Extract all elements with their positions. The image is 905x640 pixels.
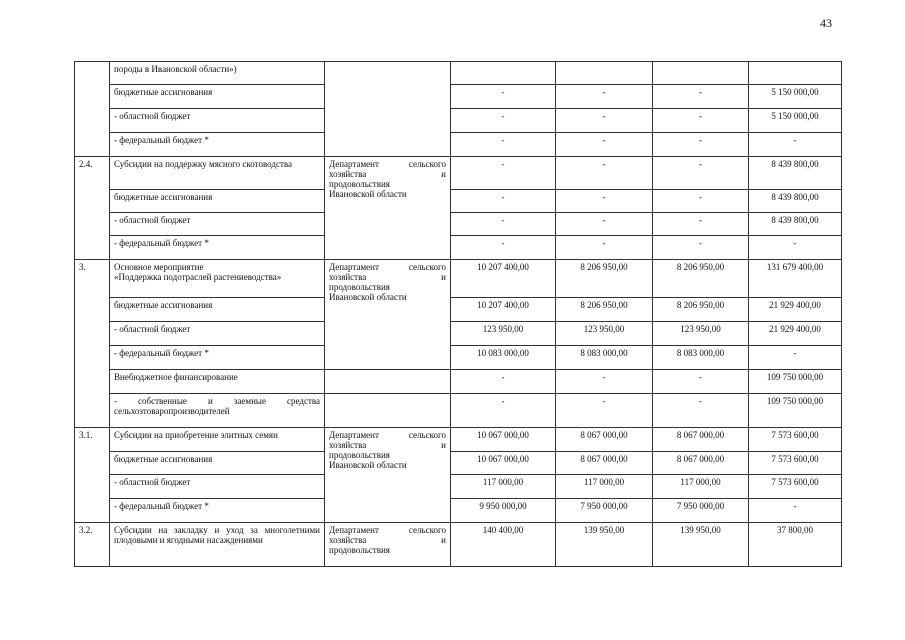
amount-total: - [749,236,842,260]
amount-year2: 139 950,00 [556,523,653,567]
executor-cell [325,157,451,260]
item-name: Субсидии на закладку и уход за многолетними плодовыми и ягодными насаждениями [110,523,325,567]
executor-cell [325,260,451,370]
amount-total: 8 439 800,00 [749,190,842,213]
amount-year1: - [451,190,556,213]
amount-year2: - [556,85,653,109]
item-name: - федеральный бюджет * [110,499,325,523]
amount-year2 [556,62,653,85]
amount-year3: 8 083 000,00 [653,346,749,370]
table-row [75,452,842,475]
executor-cell [325,394,451,428]
amount-year2: 8 206 950,00 [556,298,653,322]
item-name: - федеральный бюджет * [110,236,325,260]
amount-total: - [749,499,842,523]
amount-year1: - [451,213,556,236]
item-code: 3. [75,260,110,428]
page-number: 43 [820,16,832,30]
item-name: породы в Ивановской области») [110,62,325,85]
table-row [75,260,842,298]
amount-year1: 10 207 400,00 [451,260,556,298]
executor-cell [325,523,451,567]
amount-year1: - [451,133,556,157]
item-code: 3.1. [75,428,110,523]
amount-year2: - [556,157,653,190]
amount-year3: - [653,190,749,213]
item-name: - областной бюджет [110,322,325,346]
table-row [75,370,842,394]
amount-total [749,62,842,85]
amount-total: 5 150 000,00 [749,85,842,109]
table-row [75,523,842,567]
executor-cell [325,62,451,157]
executor-line: хозяйства и [329,169,446,179]
executor-line: Ивановской области [329,189,407,199]
amount-total: 8 439 800,00 [749,157,842,190]
item-code: 2.4. [75,157,110,260]
table-row [75,157,842,190]
amount-year3: 117 000,00 [653,475,749,499]
executor-line: продовольствия [329,450,390,460]
table-row [75,213,842,236]
executor-line: Ивановской области [329,460,407,470]
amount-year1: 9 950 000,00 [451,499,556,523]
amount-year3: 8 067 000,00 [653,428,749,452]
executor-line: хозяйства и [329,440,446,450]
amount-year2: 8 206 950,00 [556,260,653,298]
item-name: бюджетные ассигнования [110,298,325,322]
table-row [75,298,842,322]
executor-cell [325,428,451,523]
amount-year2: 8 083 000,00 [556,346,653,370]
amount-year3: 139 950,00 [653,523,749,567]
amount-year2: 117 000,00 [556,475,653,499]
amount-total: 37 800,00 [749,523,842,567]
item-name: - федеральный бюджет * [110,133,325,157]
amount-year3: 8 206 950,00 [653,298,749,322]
executor-line: Департамент сельского [329,525,446,535]
amount-year2: 8 067 000,00 [556,452,653,475]
table-row [75,394,842,428]
item-code: 3.2. [75,523,110,567]
table-row [75,475,842,499]
item-name-line: Основное мероприятие [114,262,204,272]
amount-year3: - [653,157,749,190]
amount-year3: 7 950 000,00 [653,499,749,523]
amount-year3: 123 950,00 [653,322,749,346]
executor-line: Департамент сельского [329,159,446,169]
amount-year3: - [653,370,749,394]
amount-year1: - [451,109,556,133]
amount-year3: 8 206 950,00 [653,260,749,298]
amount-total: 21 929 400,00 [749,298,842,322]
item-name: Субсидии на поддержку мясного скотоводства [110,157,325,190]
amount-year1: - [451,157,556,190]
amount-year2: - [556,133,653,157]
amount-total: 8 439 800,00 [749,213,842,236]
item-name: - областной бюджет [110,213,325,236]
executor-line: хозяйства и [329,272,446,282]
amount-year1: - [451,370,556,394]
amount-year1: 123 950,00 [451,322,556,346]
table-row [75,322,842,346]
executor-line: продовольствия [329,282,390,292]
table-row [75,62,842,85]
amount-total: - [749,133,842,157]
item-name-line: «Поддержка подотраслей растениеводства» [114,272,282,282]
item-name: бюджетные ассигнования [110,452,325,475]
amount-year1: 10 083 000,00 [451,346,556,370]
amount-year2: 7 950 000,00 [556,499,653,523]
table-row [75,190,842,213]
amount-year2: - [556,109,653,133]
item-name: Субсидии на приобретение элитных семян [110,428,325,452]
amount-total: 131 679 400,00 [749,260,842,298]
item-name: - областной бюджет [110,475,325,499]
amount-year2: - [556,190,653,213]
table-row [75,428,842,452]
executor-line: продовольствия [329,545,390,555]
executor-line: продовольствия [329,179,390,189]
executor-line: хозяйства и [329,535,446,545]
table-row [75,499,842,523]
amount-year1: 10 067 000,00 [451,428,556,452]
code-cell [75,62,110,157]
executor-cell [325,370,451,394]
table-row [75,109,842,133]
amount-year3: - [653,109,749,133]
amount-total: - [749,346,842,370]
table-row [75,346,842,370]
table-row [75,85,842,109]
table-row [75,133,842,157]
executor-line: Департамент сельского [329,430,446,440]
item-name: - областной бюджет [110,109,325,133]
executor-line: Ивановской области [329,292,407,302]
amount-year3 [653,62,749,85]
amount-year1: 10 207 400,00 [451,298,556,322]
amount-total: 109 750 000,00 [749,370,842,394]
amount-year3: 8 067 000,00 [653,452,749,475]
amount-year1 [451,62,556,85]
item-name: Внебюджетное финансирование [110,370,325,394]
amount-total: 7 573 600,00 [749,475,842,499]
amount-year1: 10 067 000,00 [451,452,556,475]
amount-total: 109 750 000,00 [749,394,842,428]
item-name: - собственные и заемные средства сельхозтоваропроизводителей [110,394,325,428]
item-name: - федеральный бюджет * [110,346,325,370]
item-name [110,260,325,298]
amount-year2: - [556,370,653,394]
amount-year1: - [451,394,556,428]
amount-total: 7 573 600,00 [749,452,842,475]
amount-year2: - [556,394,653,428]
amount-year2: 8 067 000,00 [556,428,653,452]
amount-total: 21 929 400,00 [749,322,842,346]
amount-year3: - [653,236,749,260]
amount-year3: - [653,133,749,157]
amount-year1: 117 000,00 [451,475,556,499]
amount-year2: - [556,236,653,260]
amount-year2: - [556,213,653,236]
amount-year3: - [653,85,749,109]
amount-year3: - [653,213,749,236]
amount-year1: - [451,85,556,109]
amount-year2: 123 950,00 [556,322,653,346]
executor-line: Департамент сельского [329,262,446,272]
amount-total: 7 573 600,00 [749,428,842,452]
item-name: бюджетные ассигнования [110,190,325,213]
table-row [75,236,842,260]
amount-year3: - [653,394,749,428]
amount-total: 5 150 000,00 [749,109,842,133]
amount-year1: 140 400,00 [451,523,556,567]
item-name: бюджетные ассигнования [110,85,325,109]
amount-year1: - [451,236,556,260]
budget-table [74,61,842,567]
